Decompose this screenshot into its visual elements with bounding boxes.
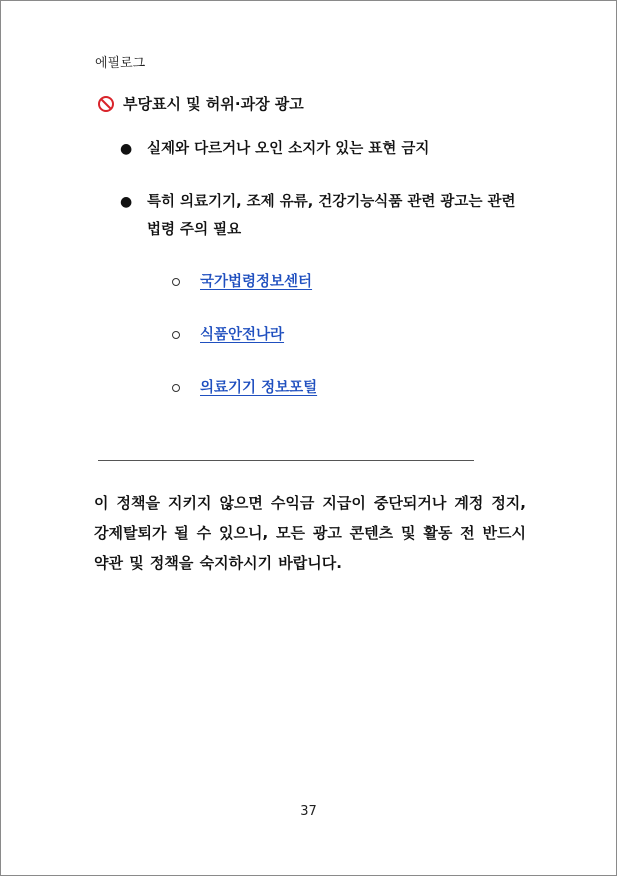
bullet-dot: ● bbox=[120, 194, 133, 210]
circle-bullet-icon bbox=[172, 278, 180, 286]
link-item bbox=[172, 270, 312, 291]
divider bbox=[98, 460, 474, 461]
bullet-text: 특히 의료기기, 조제 유류, 건강기능식품 관련 광고는 관련 법령 주의 필요 bbox=[147, 194, 516, 238]
bullet-item bbox=[120, 188, 517, 244]
circle-bullet-icon bbox=[172, 331, 180, 339]
link-item bbox=[172, 376, 317, 397]
link-food-safety-korea[interactable]: 식품안전나라 bbox=[200, 327, 285, 343]
page-number: 37 bbox=[300, 804, 317, 819]
circle-bullet-icon bbox=[172, 384, 180, 392]
prohibited-icon bbox=[97, 95, 115, 113]
bullet-text: 실제와 다르거나 오인 소지가 있는 표현 금지 bbox=[147, 141, 430, 157]
closing-paragraph: 이 정책을 지키지 않으면 수익금 지급이 중단되거나 계정 정지, 강제탈퇴가 될 수 있으니, 모든 광고 콘텐츠 및 활동 전 반드시 약관 및 정책을 숙지하시기 바랍니다. bbox=[94, 494, 526, 572]
page-header: 에필로그 bbox=[95, 56, 146, 71]
bullet-item bbox=[120, 135, 527, 163]
link-item bbox=[172, 323, 284, 344]
bullet-dot: ● bbox=[120, 141, 133, 157]
link-law-info-center[interactable]: 국가법령정보센터 bbox=[200, 274, 313, 290]
section-title: 부당표시 및 허위·과장 광고 bbox=[123, 95, 304, 113]
link-medical-device-portal[interactable]: 의료기기 정보포털 bbox=[200, 380, 318, 396]
section-heading bbox=[97, 93, 304, 114]
